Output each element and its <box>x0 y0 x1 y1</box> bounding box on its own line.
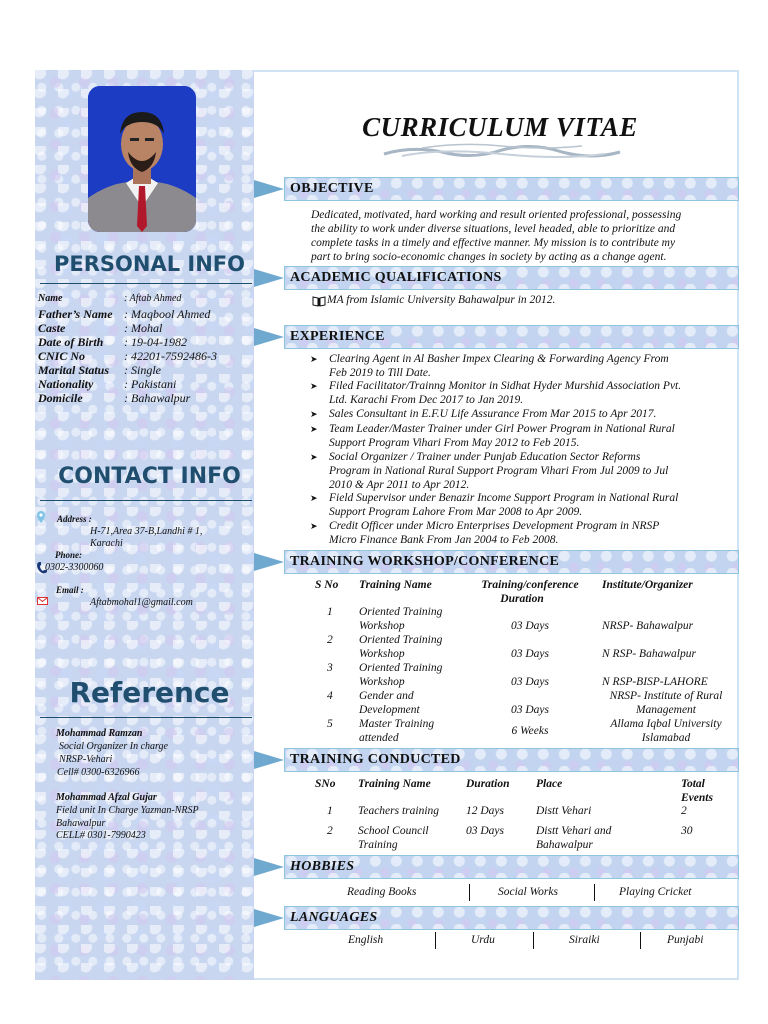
objective-line: Dedicated, motivated, hard working and result oriented professional, possessing <box>311 209 682 221</box>
table-cell: 03 Days <box>510 620 549 632</box>
table-cell: 1 <box>327 805 333 817</box>
table-cell: Development <box>359 704 420 716</box>
hobby-item: Social Works <box>498 886 558 898</box>
reference-name: Mohammad Ramzan <box>56 728 143 739</box>
table-cell: Teachers training <box>358 805 440 817</box>
bullet-arrow-icon: ➤ <box>310 354 318 364</box>
table-cell: Workshop <box>359 676 405 688</box>
table-cell: Workshop <box>359 620 405 632</box>
reference-line: CELL# 0301-7990423 <box>56 830 146 841</box>
section-header-languages: LANGUAGES <box>284 906 739 930</box>
table-cell: Oriented Training <box>359 662 443 674</box>
bullet-arrow-icon: ➤ <box>310 424 318 434</box>
email-label: Email : <box>56 585 84 595</box>
table-cell: NRSP- Institute of Rural <box>609 690 723 702</box>
table-cell: 2 <box>681 805 687 817</box>
table-cell: Islamabad <box>641 732 691 744</box>
table-cell: N RSP-BISP-LAHORE <box>602 676 708 688</box>
table-cell: 12 Days <box>466 805 505 817</box>
table-cell: 1 <box>327 606 333 618</box>
table-cell: Oriented Training <box>359 606 443 618</box>
personal-info-row: Marital Status : Single <box>38 363 161 377</box>
academic-item: MA from Islamic University Bahawalpur in 2012. <box>327 294 556 306</box>
location-pin-icon <box>36 510 46 522</box>
table-cell: 3 <box>327 662 333 674</box>
table-cell: Distt Vehari and <box>536 825 612 837</box>
email-icon <box>37 592 48 600</box>
language-item: Punjabi <box>667 934 704 946</box>
bullet-arrow-icon: ➤ <box>310 452 318 462</box>
table-cell: 6 Weeks <box>511 725 549 737</box>
personal-info-row: Date of Birth : 19-04-1982 <box>38 335 187 349</box>
hobby-item: Playing Cricket <box>619 886 692 898</box>
reference-line: Bahawalpur <box>56 818 106 829</box>
section-arrow <box>254 269 284 287</box>
address-label: Address : <box>57 514 92 524</box>
section-arrow <box>254 909 284 927</box>
reference-heading: Reference <box>69 676 230 709</box>
language-item: English <box>348 934 384 946</box>
table-header-cell: Place <box>536 778 563 790</box>
divider <box>594 884 595 901</box>
table-cell: Distt Vehari <box>536 805 592 817</box>
address-line: Karachi <box>90 538 123 549</box>
table-cell: Oriented Training <box>359 634 443 646</box>
bullet-arrow-icon: ➤ <box>310 381 318 391</box>
reference-line: NRSP-Vehari <box>59 754 113 765</box>
table-header-cell: Total <box>681 778 705 790</box>
section-header-training-conducted: TRAINING CONDUCTED <box>284 748 739 772</box>
section-arrow <box>254 858 284 876</box>
contact-info-heading: CONTACT INFO <box>58 464 241 489</box>
personal-info-row: CNIC No : 42201-7592486-3 <box>38 349 217 363</box>
table-cell: Master Training <box>359 718 435 730</box>
table-cell: 4 <box>327 690 333 702</box>
table-cell: 5 <box>327 718 333 730</box>
table-header-cell: Training Name <box>359 579 432 591</box>
personal-info-row: Name : Aftab Ahmed <box>38 293 182 304</box>
table-cell: Allama Iqbal University <box>610 718 722 730</box>
table-cell: 2 <box>327 634 333 646</box>
table-cell: attended <box>359 732 399 744</box>
objective-line: part to bring socio-economic changes in society by acting as a change agent. <box>311 251 667 263</box>
personal-info-row: Nationality : Pakistani <box>38 377 177 391</box>
table-cell: Training <box>358 839 398 851</box>
divider <box>40 500 252 501</box>
email-address: Aftabmohal1@gmail.com <box>90 597 193 608</box>
table-cell: Bahawalpur <box>536 839 593 851</box>
section-arrow <box>254 751 284 769</box>
book-icon <box>312 294 326 305</box>
reference-line: Field unit In Charge Yazman-NRSP <box>56 805 199 816</box>
table-cell: Management <box>635 704 697 716</box>
language-item: Siraiki <box>569 934 600 946</box>
section-arrow <box>254 180 284 198</box>
section-header-training-workshop: TRAINING WORKSHOP/CONFERENCE <box>284 550 739 574</box>
personal-info-row: Father’s Name : Maqbool Ahmed <box>38 307 211 321</box>
phone-number: 0302-3300060 <box>45 562 104 573</box>
divider <box>640 932 641 949</box>
table-cell: NRSP- Bahawalpur <box>602 620 694 632</box>
divider <box>40 283 252 284</box>
table-cell: Gender and <box>359 690 414 702</box>
table-header-cell: Duration <box>466 778 510 790</box>
table-header-cell: SNo <box>315 778 336 790</box>
table-cell: School Council <box>358 825 429 837</box>
table-cell: 03 Days <box>510 704 549 716</box>
section-header-academic: ACADEMIC QUALIFICATIONS <box>284 266 739 290</box>
bullet-arrow-icon: ➤ <box>310 493 318 503</box>
section-header-experience: EXPERIENCE <box>284 325 739 349</box>
language-item: Urdu <box>471 934 495 946</box>
table-header-cell: Training/conference <box>481 579 579 591</box>
table-cell: N RSP- Bahawalpur <box>602 648 696 660</box>
table-header-cell: Institute/Organizer <box>602 579 693 591</box>
table-cell: 03 Days <box>466 825 505 837</box>
table-header-cell: Duration <box>500 593 544 605</box>
phone-label: Phone: <box>55 550 82 560</box>
hobby-item: Reading Books <box>347 886 417 898</box>
address-line: H-71,Area 37-B,Landhi # 1, <box>90 526 203 537</box>
table-cell: 03 Days <box>510 648 549 660</box>
personal-info-row: Caste : Mohal <box>38 321 163 335</box>
section-header-objective: OBJECTIVE <box>284 177 739 201</box>
table-cell: 03 Days <box>510 676 549 688</box>
section-header-hobbies: HOBBIES <box>284 855 739 879</box>
divider <box>533 932 534 949</box>
table-cell: Workshop <box>359 648 405 660</box>
section-arrow <box>254 328 284 346</box>
divider <box>40 717 252 718</box>
profile-photo <box>88 86 196 232</box>
table-header-cell: Training Name <box>358 778 431 790</box>
decorative-flourish <box>382 140 622 164</box>
table-header-cell: Events <box>681 792 713 804</box>
divider <box>435 932 436 949</box>
objective-line: complete tasks in a timely and effective manner. My mission is to contribute my <box>311 237 676 249</box>
divider <box>469 884 470 901</box>
objective-line: the ability to work under diverse situations, level headed, able to prioritize and <box>311 223 676 235</box>
reference-line: Social Organizer In charge <box>59 741 168 752</box>
bullet-arrow-icon: ➤ <box>310 409 318 419</box>
section-arrow <box>254 553 284 571</box>
bullet-arrow-icon: ➤ <box>310 521 318 531</box>
table-cell: 30 <box>681 825 693 837</box>
personal-info-row: Domicile : Bahawalpur <box>38 391 191 405</box>
reference-name: Mohammad Afzal Gujar <box>56 792 157 803</box>
personal-info-heading: PERSONAL INFO <box>54 252 245 276</box>
table-cell: 2 <box>327 825 333 837</box>
reference-line: Cell# 0300-6326966 <box>57 767 140 778</box>
page-title: CURRICULUM VITAE <box>362 112 638 142</box>
table-header-cell: S No <box>315 579 339 591</box>
